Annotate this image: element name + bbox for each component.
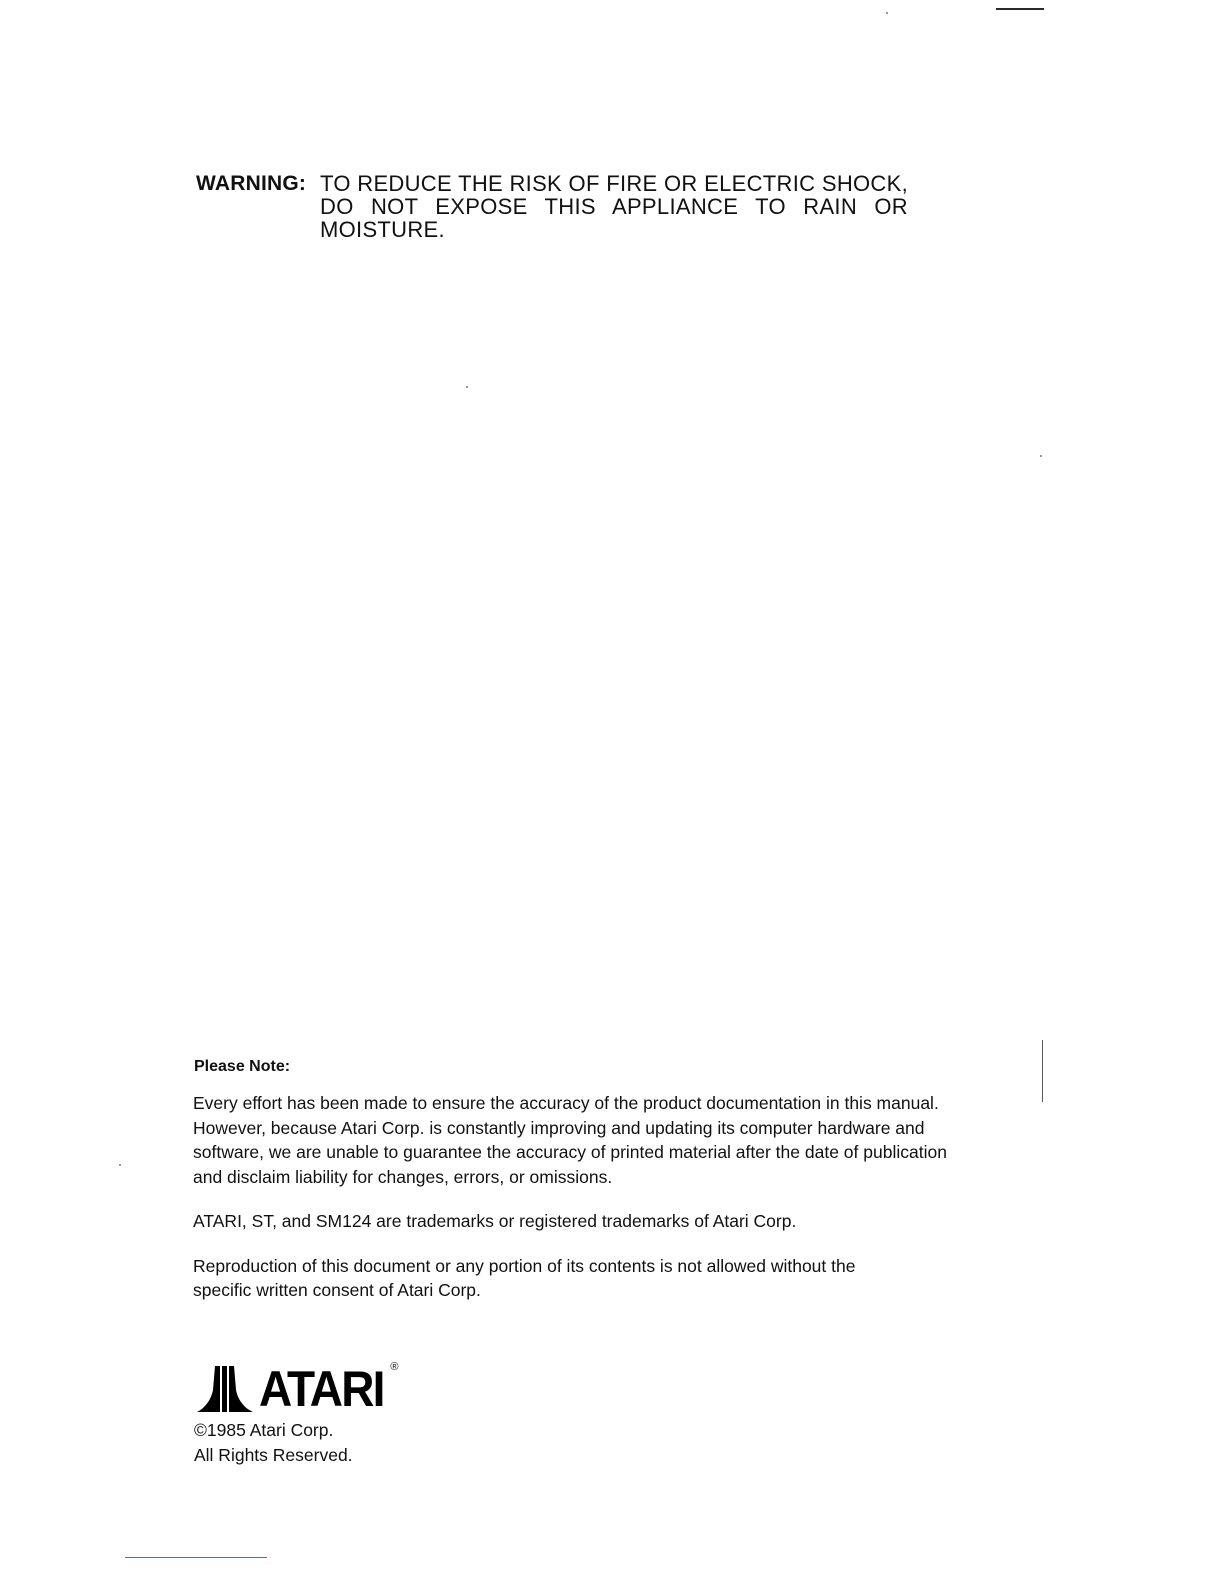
scan-speck	[1040, 455, 1042, 457]
note-section	[193, 1057, 953, 1302]
atari-logo	[193, 1358, 399, 1417]
scan-edge-mark	[1042, 1040, 1043, 1102]
note-body: Every effort has been made to ensure the accuracy of the product documentation in this manual. However, because Atari Corp. is constantly improving and updating its computer hardware and software, we are unable to guarantee the accuracy of printed material after the date of publication and disclaim liability for changes, errors, or omissions.	[193, 1093, 947, 1187]
rights-line: All Rights Reserved.	[194, 1444, 353, 1465]
warning-block	[196, 172, 936, 241]
bottom-underline	[125, 1557, 267, 1558]
scan-speck	[119, 1164, 121, 1166]
scan-edge-mark	[996, 8, 1044, 10]
warning-text: TO REDUCE THE RISK OF FIRE OR ELECTRIC SHOCK, DO NOT EXPOSE THIS APPLIANCE TO RAIN OR MOISTURE.	[320, 171, 908, 242]
note-heading: Please Note:	[194, 1058, 291, 1075]
copyright-block	[194, 1418, 353, 1467]
trademark-notice: ATARI, ST, and SM124 are trademarks or registered trademarks of Atari Corp.	[193, 1211, 797, 1231]
atari-fuji-icon	[193, 1362, 257, 1414]
copyright-line: ©1985 Atari Corp.	[194, 1420, 334, 1440]
atari-wordmark: ATARI	[259, 1361, 384, 1417]
scan-speck	[466, 386, 468, 388]
scan-speck	[886, 12, 888, 14]
reproduction-notice: Reproduction of this document or any portion of its contents is not allowed without the specific written consent of Atari Corp.	[193, 1256, 856, 1300]
warning-label: WARNING:	[196, 172, 307, 195]
registered-mark: ®	[390, 1361, 399, 1373]
